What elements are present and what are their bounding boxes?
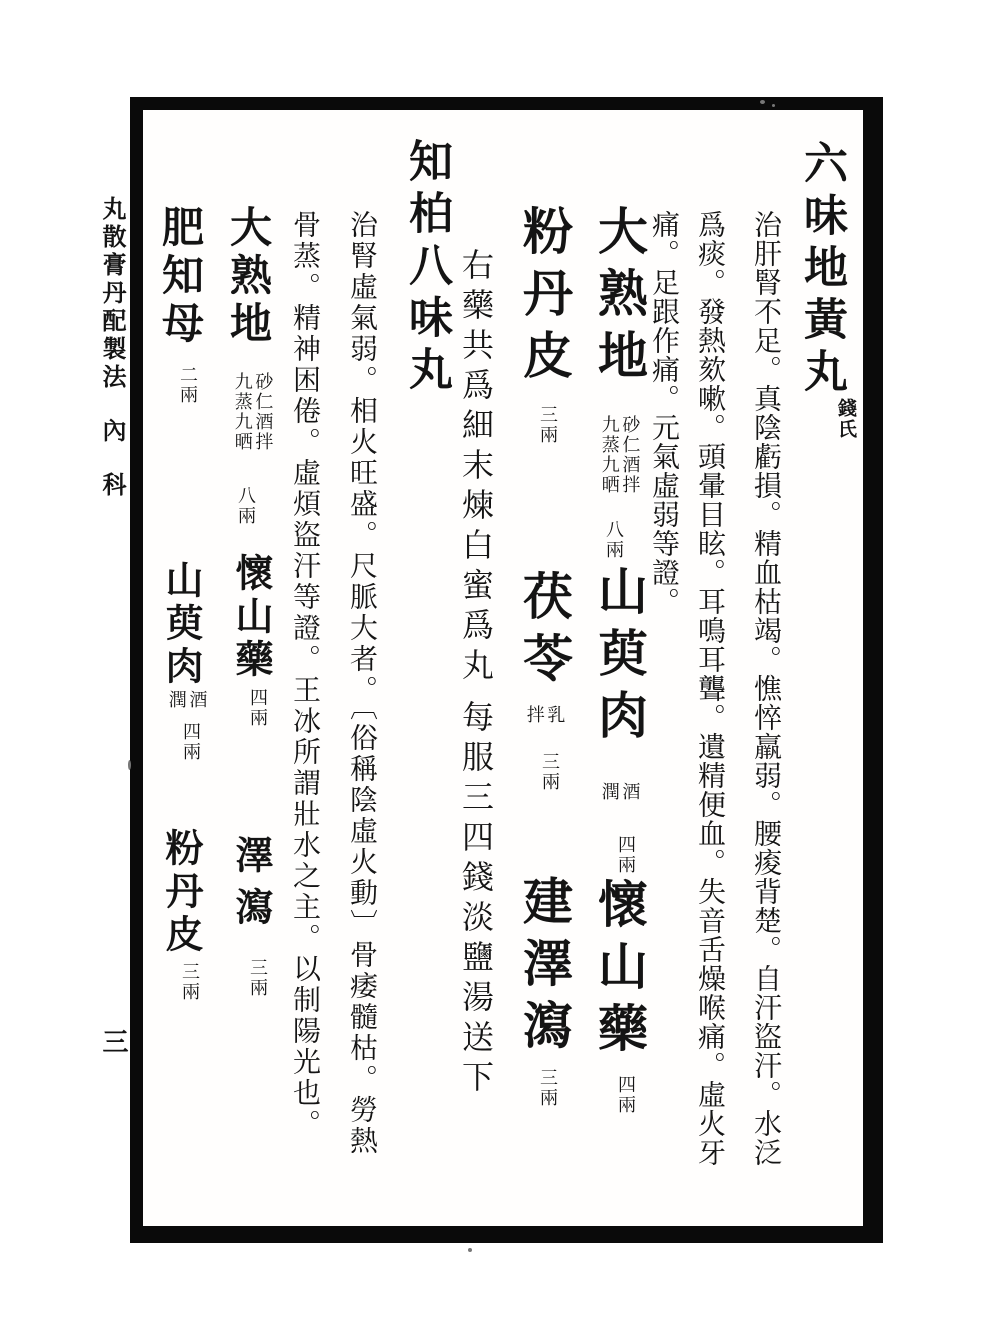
margin-book-title: 丸散膏丹配製法: [98, 196, 127, 392]
preparation-instructions: 右藥共爲細末煉白蜜爲丸: [457, 248, 495, 688]
ingredient-name: 建澤瀉: [515, 875, 574, 1061]
ingredient-qty: 二兩: [177, 365, 198, 405]
ingredient-prep: 砂仁酒拌 九蒸九晒: [231, 372, 274, 452]
ingredient-qty: 三兩: [537, 405, 558, 445]
ingredient-prep: 乳 拌: [523, 705, 566, 725]
indication-line: 骨蒸。精神困倦。虛煩盜汗等證。王冰所謂壯水之主。以制陽光也。: [289, 210, 322, 1140]
indication-line: 治肝腎不足。真陰虧損。精血枯竭。憔悴羸弱。腰痠背楚。自汗盜汗。水泛: [750, 210, 783, 1167]
ingredient-prep: 酒 潤: [165, 690, 208, 710]
ingredient-name: 澤瀉: [229, 835, 274, 939]
ingredient-qty: 三兩: [539, 752, 560, 792]
indication-line: 爲痰。發熱欬嗽。頭暈目眩。耳鳴耳聾。遺精便血。失音舌燥喉痛。虛火牙: [694, 210, 727, 1167]
scan-noise: [772, 104, 775, 107]
ingredient-qty: 三兩: [537, 1068, 558, 1108]
indication-line: 痛。足跟作痛。元氣虛弱等證。: [648, 210, 681, 616]
ingredient-qty: 三兩: [247, 958, 268, 998]
recipe-attribution: 錢氏: [835, 398, 857, 440]
recipe-title: 知柏八味丸: [401, 138, 452, 398]
scan-noise: [128, 760, 131, 770]
recipe-title: 六味地黃丸: [796, 140, 847, 400]
scan-noise: [760, 100, 765, 104]
ingredient-prep: 酒 潤: [598, 782, 641, 802]
ingredient-qty: 八兩: [235, 486, 256, 526]
ingredient-qty: 四兩: [615, 1075, 636, 1115]
dosage-instructions: 每服三四錢淡鹽湯送下: [457, 700, 495, 1100]
ingredient-name: 肥知母: [156, 205, 205, 349]
ingredient-qty: 四兩: [180, 722, 201, 762]
indication-line: 治腎虛氣弱。相火旺盛。尺脈大者。〔俗稱陰虛火動〕骨痿髓枯。勞熱: [346, 210, 379, 1157]
ingredient-name: 粉丹皮: [515, 205, 574, 391]
ingredient-name: 山萸肉: [590, 565, 649, 751]
ingredient-name: 大熟地: [224, 205, 273, 349]
page-number: 三: [98, 1028, 128, 1054]
ingredient-qty: 四兩: [247, 688, 268, 728]
ingredient-name: 茯苓: [515, 570, 574, 694]
ingredient-name: 大熟地: [590, 205, 649, 391]
scan-noise: [468, 1248, 472, 1252]
margin-section-label: 內科: [98, 418, 127, 526]
ingredient-name: 山萸肉: [159, 560, 204, 689]
ingredient-qty: 八兩: [603, 520, 624, 560]
ingredient-name: 粉丹皮: [159, 828, 204, 957]
ingredient-qty: 三兩: [179, 962, 200, 1002]
ingredient-prep: 砂仁酒拌 九蒸九晒: [598, 415, 641, 495]
ingredient-name: 懷山藥: [590, 878, 649, 1064]
ingredient-name: 懷山藥: [229, 553, 274, 682]
ingredient-qty: 四兩: [615, 835, 636, 875]
